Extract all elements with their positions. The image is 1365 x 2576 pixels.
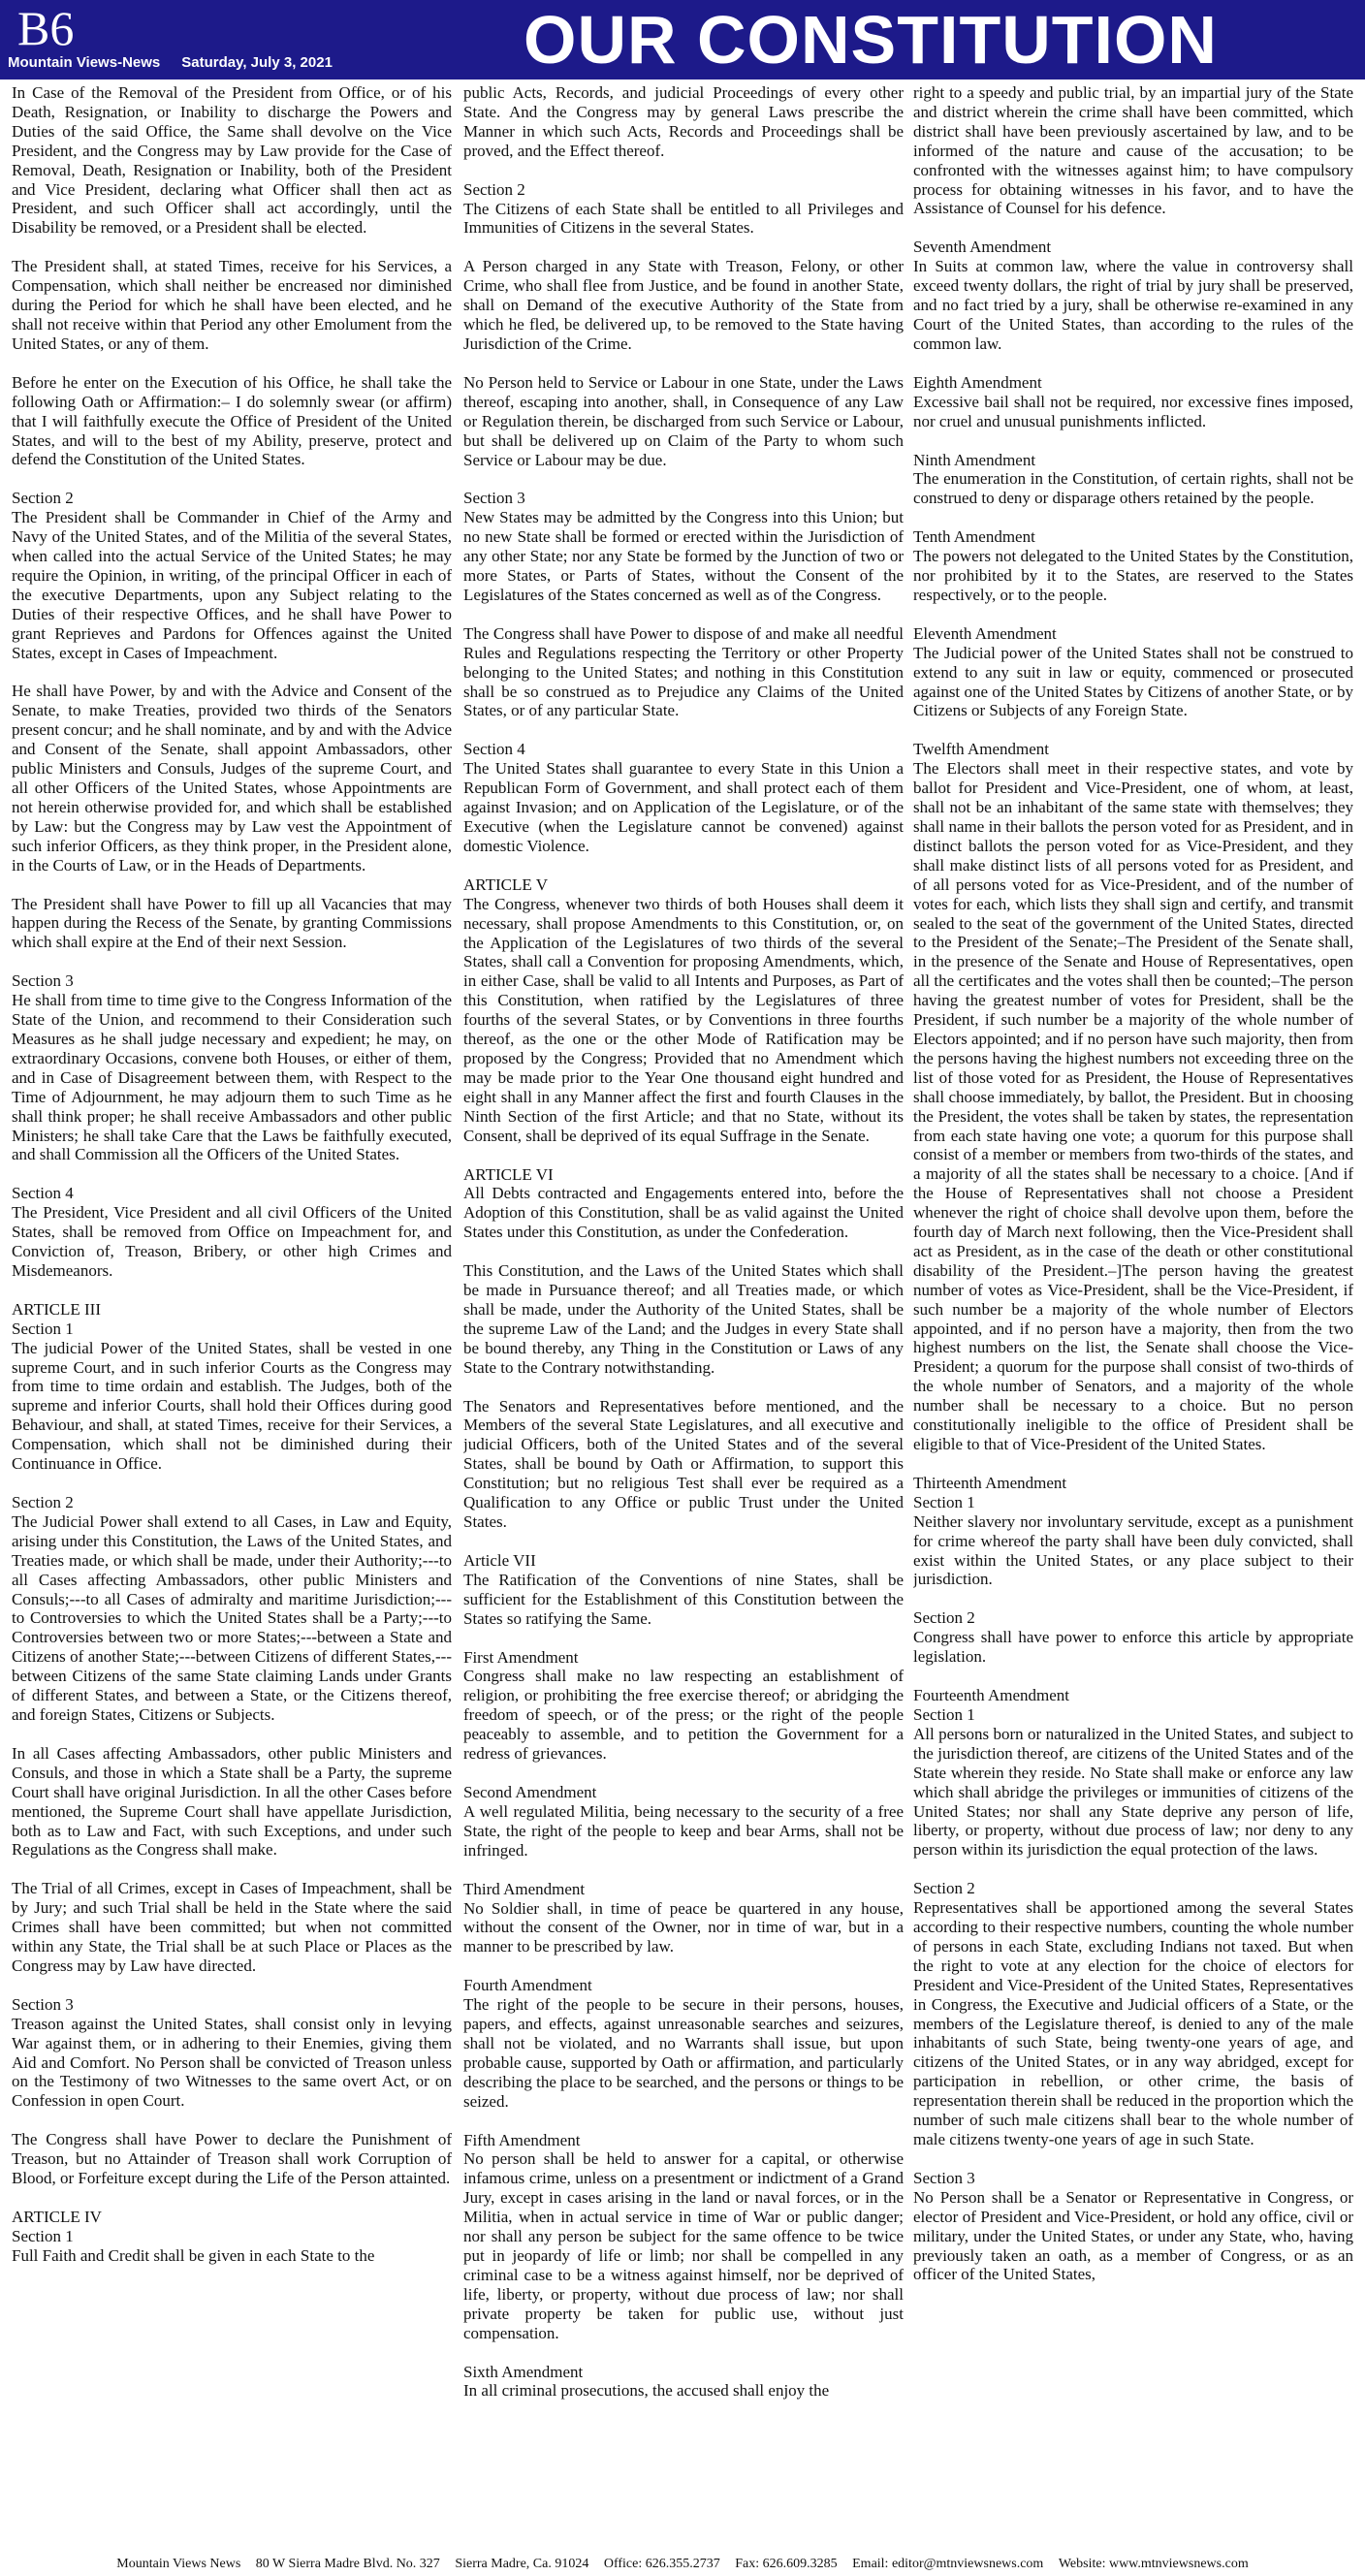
section-heading: Section 2 — [12, 489, 74, 508]
section-heading: Section 4 — [12, 1184, 74, 1203]
footer-website: Website: www.mtnviewsnews.com — [1058, 2557, 1249, 2571]
paragraph: No person shall be held to answer for a capital, or otherwise infamous crime, unless on a presentment or indictment of a Grand Jury, except in cases arising in the land or naval forces, or in the Militia, when in actual service in time of War or public danger; nor shall any person be subject for the same offence to be twice put in jeopardy of life or limb; nor shall be compelled in any criminal case to be a witness against himself, nor be deprived of life, liberty, or property, without due process of law; nor shall private property be taken for public use, without just compensation. — [463, 2149, 904, 2342]
section-heading: ARTICLE III — [12, 1299, 101, 1319]
section-heading: Sixth Amendment — [463, 2362, 584, 2381]
paragraph: The Judicial power of the United States shall not be construed to extend to any suit in law or equity, commenced or prosecuted against one of the United States by Citizens of another State, or by Citizens or Subjects of any Foreign State. — [913, 643, 1353, 720]
footer-fax: Fax: 626.609.3285 — [735, 2557, 838, 2571]
paragraph: The enumeration in the Constitution, of certain rights, shall not be construed to deny or disparage others retained by the people. — [913, 469, 1353, 508]
paragraph: No Person shall be a Senator or Representative in Congress, or elector of President and Vice-President, or hold any office, civil or military, under the United States, or under any State, who, having previously taken an oath, as a member of Congress, or as an officer of the United States, — [913, 2187, 1353, 2284]
page-footer — [0, 2555, 1365, 2576]
section-heading: Eighth Amendment — [913, 372, 1042, 392]
article-column-1 — [12, 83, 452, 2548]
paragraph: Neither slavery nor involuntary servitude, except as a punishment for crime whereof the party shall have been duly convicted, shall exist within the United States, or any place subject to their jurisdiction. — [913, 1511, 1353, 1589]
paragraph: Treason against the United States, shall consist only in levying War against them, or in adhering to their Enemies, giving them Aid and Comfort. No Person shall be convicted of Treason unless on the Testimony of two Witnesses to the same overt Act, or on Confession in open Court. — [12, 2014, 452, 2111]
paragraph: All persons born or naturalized in the United States, and subject to the jurisdiction thereof, are citizens of the United States and of the State wherein they reside. No State shall make or enforce any law which shall abridge the privileges or immunities of citizens of the United States; nor shall any State deprive any person of life, liberty, or property, without due process of law; nor deny to any person within its jurisdiction the equal protection of the laws. — [913, 1724, 1353, 1860]
section-heading: Section 1 — [12, 2226, 74, 2245]
paragraph: Full Faith and Credit shall be given in each State to the — [12, 2245, 375, 2265]
section-heading: Section 1 — [12, 1319, 74, 1338]
masthead — [0, 0, 1365, 80]
paragraph: The Electors shall meet in their respective states, and vote by ballot for President and Vice-President, one of whom, at least, shall not be an inhabitant of the same state with themselves; they shall name in their ballots the person voted for as President, and in distinct ballots the person voted for as Vice-President, and they shall make distinct lists of all persons voted for as President, and of all persons voted for as Vice-President, and of the number of votes for each, which lists they shall sign and certify, and transmit sealed to the seat of the government of the United States, directed to the President of the Senate;–The President of the Senate shall, in the presence of the Senate and House of Representatives, open all the certificates and the votes shall then be counted;–The person having the greatest number of votes for President, shall be the President, if such number be a majority of the whole number of Electors appointed; and if no person have such majority, then from the persons having the highest numbers not exceeding three on the list of those voted for as President, the House of Representatives shall choose immediately, by ballot, the President. But in choosing the President, the votes shall be taken by states, the representation from each state having one vote; a quorum for this purpose shall consist of a member or members from two-thirds of the states, and a majority of all the states shall be necessary to a choice. [And if the House of Representatives shall not choose a President whenever the right of choice shall devolve upon them, before the fourth day of March next following, then the Vice-President shall act as President, as in the case of the death or other constitutional disability of the President.–]The person having the greatest number of votes as Vice-President, shall be the Vice-President, if such number be a majority of the whole number of Electors appointed, and if no person have a majority, then from the two highest numbers on the list, the Senate shall choose the Vice-President; a quorum for the purpose shall consist of two-thirds of the whole number of Senators, and a majority of the whole number shall be necessary to a choice. But no person constitutionally ineligible to the office of President shall be eligible to that of Vice-President of the United States. — [913, 759, 1353, 1453]
section-heading: Section 3 — [12, 971, 74, 991]
issue-date: Saturday, July 3, 2021 — [181, 54, 333, 71]
paragraph: The Trial of all Crimes, except in Cases of Impeachment, shall be by Jury; and such Trial shall be held in the State where the said Crimes shall have been committed; but when not committed within any State, the Trial shall be at such Place or Places as the Congress may by Law have directed. — [12, 1879, 452, 1975]
section-heading: Seventh Amendment — [913, 238, 1052, 257]
footer-address: 80 W Sierra Madre Blvd. No. 327 — [255, 2557, 440, 2571]
section-heading: Section 2 — [463, 179, 525, 199]
section-heading: Article VII — [463, 1550, 536, 1570]
section-heading: Section 3 — [913, 2168, 975, 2187]
footer-office-phone: Office: 626.355.2737 — [603, 2557, 720, 2571]
paragraph: Representatives shall be apportioned among the several States according to their respective numbers, counting the whole number of persons in each State, excluding Indians not taxed. But when the right to vote at any election for the choice of electors for President and Vice-President of the United States, Representatives in Congress, the Executive and Judicial officers of a State, or the members of the Legislature thereof, is denied to any of the male inhabitants of such State, being twenty-one years of age, and citizens of the United States, or in any way abridged, except for participation in rebellion, or other crime, the basis of representation therein shall be reduced in the proportion which the number of such male citizens shall bear to the whole number of male citizens twenty-one years of age in such State. — [913, 1898, 1353, 2148]
paragraph: In all Cases affecting Ambassadors, other public Ministers and Consuls, and those in which a State shall be a Party, the supreme Court shall have original Jurisdiction. In all the other Cases before mentioned, the Supreme Court shall have appellate Jurisdiction, both as to Law and Fact, with such Exceptions, and under such Regulations as the Congress shall make. — [12, 1743, 452, 1860]
publication-name: Mountain Views-News — [8, 54, 161, 71]
paragraph: A Person charged in any State with Treason, Felony, or other Crime, who shall flee from Justice, and be found in another State, shall on Demand of the executive Authority of the State from which he fled, be delivered up, to be removed to the State having Jurisdiction of the Crime. — [463, 257, 904, 353]
section-heading: Section 2 — [12, 1493, 74, 1511]
article-column-2 — [463, 83, 904, 2548]
section-heading: Ninth Amendment — [913, 450, 1036, 469]
paragraph: The President shall, at stated Times, receive for his Services, a Compensation, which shall neither be encreased nor diminished during the Period for which he shall have been elected, and he shall not receive within that Period any other Emolument from the United States, or any of them. — [12, 257, 452, 353]
paragraph: The Ratification of the Conventions of nine States, shall be sufficient for the Establishment of this Constitution between the States so ratifying the Same. — [463, 1570, 904, 1628]
page-number: B6 — [17, 1, 75, 55]
paragraph: All Debts contracted and Engagements entered into, before the Adoption of this Constitution, shall be as valid against the United States under this Constitution, as under the Confederation. — [463, 1184, 904, 1242]
section-heading: ARTICLE IV — [12, 2208, 102, 2226]
paragraph: The President shall have Power to fill up all Vacancies that may happen during the Recess of the Senate, by granting Commissions which shall expire at the End of their next Session. — [12, 894, 452, 952]
paragraph: right to a speedy and public trial, by an impartial jury of the State and district wherein the crime shall have been committed, which district shall have been previously ascertained by law, and to be informed of the nature and cause of the accusation; to be confronted with the witnesses against him; to have compulsory process for obtaining witnesses in his favor, and to have the Assistance of Counsel for his defence. — [913, 83, 1353, 218]
paragraph: The President, Vice President and all civil Officers of the United States, shall be removed from Office on Impeachment for, and Conviction of, Treason, Bribery, or other high Crimes and Misdemeanors. — [12, 1203, 452, 1280]
section-heading: Fourteenth Amendment — [913, 1686, 1070, 1705]
paragraph: The United States shall guarantee to every State in this Union a Republican Form of Government, and shall protect each of them against Invasion; and on Application of the Legislature, or of the Executive (when the Legislature cannot be convened) against domestic Violence. — [463, 759, 904, 855]
section-heading: Section 1 — [913, 1704, 975, 1724]
paragraph: Congress shall have power to enforce this article by appropriate legislation. — [913, 1628, 1353, 1667]
paragraph: Congress shall make no law respecting an establishment of religion, or prohibiting the free exercise thereof; or abridging the freedom of speech, or of the press; or the right of the people peaceably to assemble, and to petition the Government for a redress of grievances. — [463, 1667, 904, 1764]
footer-email: Email: editor@mtnviewsnews.com — [852, 2557, 1044, 2571]
paragraph: The Senators and Representatives before mentioned, and the Members of the several State Legislatures, and all executive and judicial Officers, both of the United States and of the several States, shall be bound by Oath or Affirmation, to support this Constitution; but no religious Test shall ever be required as a Qualification to any Office or public Trust under the United States. — [463, 1396, 904, 1531]
paragraph: In Case of the Removal of the President from Office, or of his Death, Resignation, or Inability to discharge the Powers and Duties of the said Office, the Same shall devolve on the Vice President, and the Congress may by Law provide for the Case of Removal, Death, Resignation or Inability, both of the President and Vice President, declaring what Officer shall then act as President, and such Officer shall act accordingly, until the Disability be removed, or a President shall be elected. — [12, 83, 452, 238]
paragraph: Excessive bail shall not be required, nor excessive fines imposed, nor cruel and unusual punishments inflicted. — [913, 392, 1353, 430]
section-heading: Eleventh Amendment — [913, 623, 1057, 643]
paragraph: No Person held to Service or Labour in one State, under the Laws thereof, escaping into another, shall, in Consequence of any Law or Regulation therein, be discharged from such Service or Labour, but shall be delivered up on Claim of the Party to whom such Service or Labour may be due. — [463, 372, 904, 469]
section-heading: Thirteenth Amendment — [913, 1473, 1067, 1492]
paragraph: He shall have Power, by and with the Advice and Consent of the Senate, to make Treaties, provided two thirds of the Senators present concur; and he shall nominate, and by and with the Advice and Consent of the Senate, shall appoint Ambassadors, other public Ministers and Consuls, Judges of the supreme Court, and all other Officers of the United States, whose Appointments are not herein otherwise provided for, and which shall be established by Law: but the Congress may by Law vest the Appointment of such inferior Officers, as they think proper, in the President alone, in the Courts of Law, or in the Heads of Departments. — [12, 682, 452, 875]
section-heading: Second Amendment — [463, 1782, 597, 1801]
paragraph: In Suits at common law, where the value in controversy shall exceed twenty dollars, the right of trial by jury shall be preserved, and no fact tried by a jury, shall be otherwise re-examined in any Court of the United States, than according to the rules of the common law. — [913, 257, 1353, 353]
paragraph: public Acts, Records, and judicial Proceedings of every other State. And the Congress may by general Laws prescribe the Manner in which such Acts, Records and Proceedings shall be proved, and the Effect thereof. — [463, 83, 904, 160]
section-heading: ARTICLE VI — [463, 1164, 554, 1184]
article-column-3 — [913, 83, 1353, 2548]
footer-city: Sierra Madre, Ca. 91024 — [455, 2557, 589, 2571]
paragraph: The powers not delegated to the United States by the Constitution, nor prohibited by it to the States, are reserved to the States respectively, or to the people. — [913, 547, 1353, 604]
section-heading: Section 2 — [913, 1608, 975, 1628]
section-heading: Fifth Amendment — [463, 2130, 581, 2149]
paragraph: The Citizens of each State shall be entitled to all Privileges and Immunities of Citizens in the several States. — [463, 199, 904, 238]
paragraph: In all criminal prosecutions, the accused shall enjoy the — [463, 2381, 830, 2401]
paragraph: The right of the people to be secure in their persons, houses, papers, and effects, against unreasonable searches and seizures, shall not be violated, and no Warrants shall issue, but upon probable cause, supported by Oath or affirmation, and particularly describing the place to be searched, and the persons or things to be seized. — [463, 1995, 904, 2111]
section-heading: ARTICLE V — [463, 875, 548, 894]
section-heading: Section 4 — [463, 740, 525, 759]
section-heading: Third Amendment — [463, 1879, 586, 1898]
section-heading: Twelfth Amendment — [913, 740, 1049, 759]
section-heading: Fourth Amendment — [463, 1976, 592, 1995]
section-heading: Section 3 — [12, 1994, 74, 2014]
paragraph: The Congress shall have Power to declare the Punishment of Treason, but no Attainder of Treason shall work Corruption of Blood, or Forfeiture except during the Life of the Person attainted. — [12, 2130, 452, 2188]
section-title: OUR CONSTITUTION — [524, 2, 1218, 78]
section-heading: Section 3 — [463, 489, 525, 508]
footer-publication: Mountain Views News — [116, 2557, 241, 2571]
section-heading: Tenth Amendment — [913, 527, 1035, 547]
section-heading: First Amendment — [463, 1647, 579, 1667]
paragraph: This Constitution, and the Laws of the United States which shall be made in Pursuance thereof; and all Treaties made, or which shall be made, under the Authority of the United States, shall be the supreme Law of the Land; and the Judges in every State shall be bound thereby, any Thing in the Constitution or Laws of any State to the Contrary notwithstanding. — [463, 1261, 904, 1377]
paragraph: Before he enter on the Execution of his Office, he shall take the following Oath or Affirmation:– I do solemnly swear (or affirm) that I will faithfully execute the Office of President of the United States, and will to the best of my Ability, preserve, protect and defend the Constitution of the United States. — [12, 372, 452, 469]
paragraph: A well regulated Militia, being necessary to the security of a free State, the right of the people to keep and bear Arms, shall not be infringed. — [463, 1801, 904, 1860]
section-heading: Section 2 — [913, 1879, 975, 1898]
paragraph: No Soldier shall, in time of peace be quartered in any house, without the consent of the Owner, nor in time of war, but in a manner to be prescribed by law. — [463, 1898, 904, 1956]
paragraph: The President shall be Commander in Chief of the Army and Navy of the United States, and of the Militia of the several States, when called into the actual Service of the United States; he may require the Opinion, in writing, of the principal Officer in each of the executive Departments, upon any Subject relating to the Duties of their respective Offices, and he shall have Power to grant Reprieves and Pardons for Offences against the United States, except in Cases of Impeachment. — [12, 508, 452, 662]
paragraph: The Congress shall have Power to dispose of and make all needful Rules and Regulations respecting the Territory or other Property belonging to the United States; and nothing in this Constitution shall be so construed as to Prejudice any Claims of the United States, or of any particular State. — [463, 623, 904, 720]
paragraph: The judicial Power of the United States, shall be vested in one supreme Court, and in such inferior Courts as the Congress may from time to time ordain and establish. The Judges, both of the supreme and inferior Courts, shall hold their Offices during good Behaviour, and shall, at stated Times, receive for their Services, a Compensation, which shall not be diminished during their Continuance in Office. — [12, 1338, 452, 1474]
paragraph: The Congress, whenever two thirds of both Houses shall deem it necessary, shall propose Amendments to this Constitution, or, on the Application of the Legislatures of two thirds of the several States, shall call a Convention for proposing Amendments, which, in either Case, shall be valid to all Intents and Purposes, as Part of this Constitution, when ratified by the Legislatures of three fourths of the several States, or by Conventions in three fourths thereof, as the one or the other Mode of Ratification may be proposed by the Congress; Provided that no Amendment which may be made prior to the Year One thousand eight hundred and eight shall in any Manner affect the first and fourth Clauses in the Ninth Section of the first Article; and that no State, without its Consent, shall be deprived of its equal Suffrage in the Senate. — [463, 894, 904, 1145]
paragraph: New States may be admitted by the Congress into this Union; but no new State shall be formed or erected within the Jurisdiction of any other State; nor any State be formed by the Junction of two or more States, or Parts of States, without the Consent of the Legislatures of the States concerned as well as of the Congress. — [463, 508, 904, 604]
paragraph: The Judicial Power shall extend to all Cases, in Law and Equity, arising under this Constitution, the Laws of the United States, and Treaties made, or which shall be made, under their Authority;---to all Cases affecting Ambassadors, other public Ministers and Consuls;---to all Cases of admiralty and maritime Jurisdiction;---to Controversies to which the United States shall be a Party;---to Controversies between two or more States;---between a State and Citizens of another State;---between Citizens of different States,---between Citizens of the same State claiming Lands under Grants of different States, and between a State, or the Citizens thereof, and foreign States, Citizens or Subjects. — [12, 1511, 452, 1724]
section-heading: Section 1 — [913, 1492, 975, 1511]
paragraph: He shall from time to time give to the Congress Information of the State of the Union, and recommend to their Consideration such Measures as he shall judge necessary and expedient; he may, on extraordinary Occasions, convene both Houses, or either of them, and in Case of Disagreement between them, with Respect to the Time of Adjournment, he may adjourn them to such Time as he shall think proper; he shall receive Ambassadors and other public Ministers; he shall take Care that the Laws be faithfully executed, and shall Commission all the Officers of the United States. — [12, 991, 452, 1164]
dateline — [8, 54, 354, 72]
